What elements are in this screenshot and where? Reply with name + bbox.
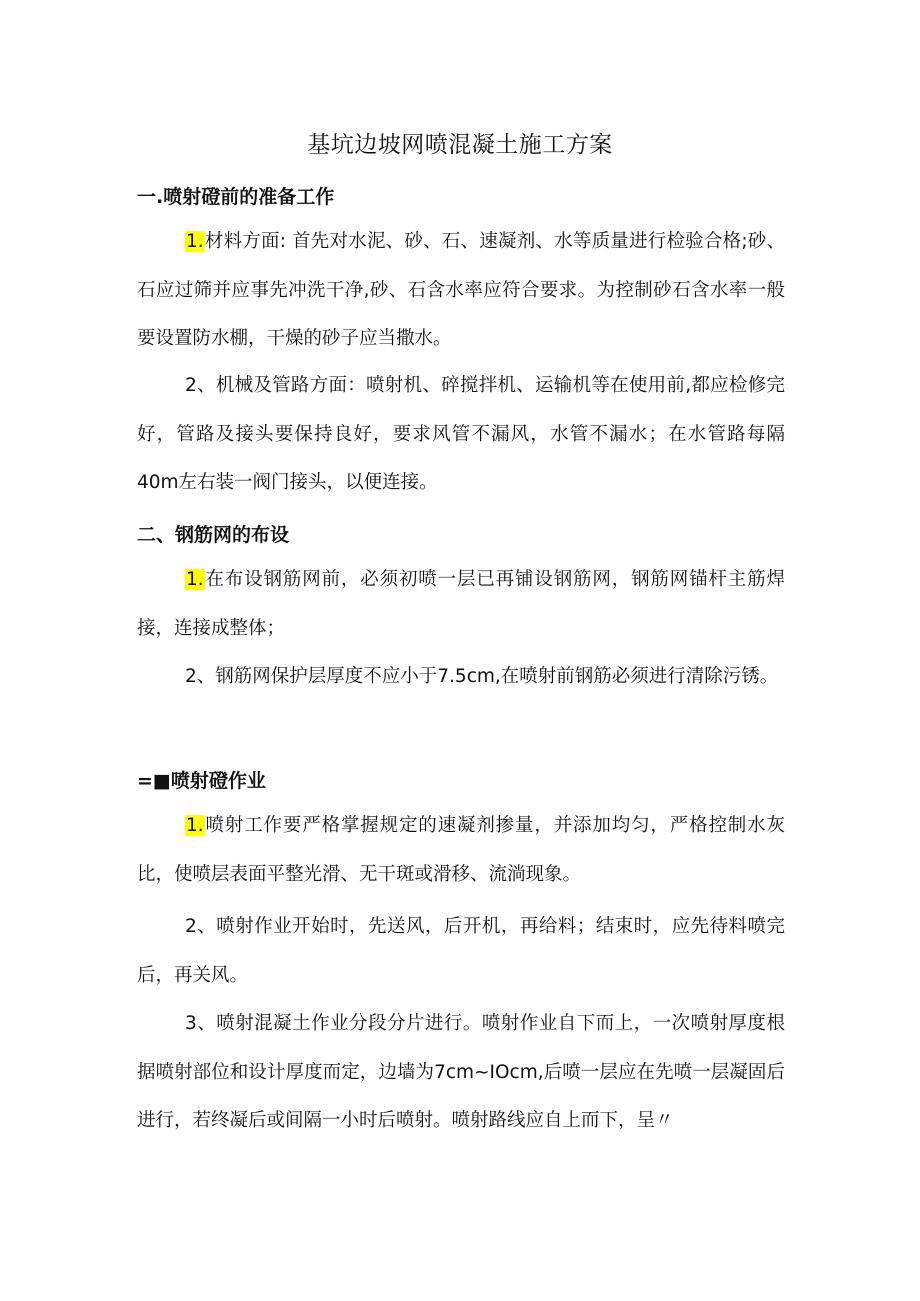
paragraph-text: 在布设钢筋网前，必须初喷一层已再铺设钢筋网，钢筋网锚杆主筋焊接，连接成整体；: [137, 569, 785, 639]
paragraph-sectioned-spraying: [137, 1000, 785, 1146]
paragraph-text: 喷射作业开始时，先送风，后开机，再给料；结束时，应先待料喷完后，再关风。: [137, 916, 785, 986]
item-number: 2、: [185, 916, 217, 937]
section-heading-spraying: =■喷射磴作业: [137, 770, 266, 792]
item-number: 3、: [185, 1013, 217, 1034]
paragraph-text: 材料方面: 首先对水泥、砂、石、速凝剂、水等质量进行检验合格;砂、石应过筛并应事先冲洗干净,砂、石含水率应符合要求。为控制砂石含水率一般要设置防水棚，干燥的砂子应当撒水。: [137, 231, 785, 349]
paragraph-accelerator: [137, 802, 785, 899]
paragraph-start-stop: [137, 903, 785, 1000]
paragraph-materials: [137, 218, 785, 364]
item-number-highlight: 1.: [186, 815, 204, 836]
document-title: 基坑边坡网喷混凝土施工方案: [307, 132, 613, 158]
section-heading-preparation: 一.喷射磴前的准备工作: [137, 186, 335, 208]
paragraph-machinery: [137, 362, 785, 508]
paragraph-cover-thickness: [137, 653, 785, 702]
item-number-highlight: 1.: [186, 231, 204, 252]
item-number: 2、: [185, 666, 216, 687]
paragraph-text: 喷射混凝土作业分段分片进行。喷射作业自下而上，一次喷射厚度根据喷射部位和设计厚度而定，边墙为7cm~IOcm,后喷一层应在先喷一层凝固后进行，若终凝后或间隔一小时后喷射。喷射路线应自上而下，呈〃: [137, 1013, 785, 1131]
paragraph-text: 机械及管路方面：喷射机、碎搅拌机、运输机等在使用前,都应检修完好，管路及接头要保持良好，要求风管不漏风，水管不漏水；在水管路每隔40m左右装一阀门接头，以便连接。: [137, 375, 785, 493]
item-number: 2、: [185, 375, 216, 396]
section-heading-rebar-mesh: 二、钢筋网的布设: [137, 524, 290, 546]
paragraph-text: 喷射工作要严格掌握规定的速凝剂掺量，并添加均匀，严格控制水灰比，使喷层表面平整光滑、无干斑或滑移、流淌现象。: [137, 815, 785, 885]
paragraph-mesh-laying: [137, 556, 785, 653]
item-number-highlight: 1.: [186, 569, 204, 590]
paragraph-text: 钢筋网保护层厚度不应小于7.5cm,在喷射前钢筋必须进行清除污锈。: [215, 666, 779, 687]
